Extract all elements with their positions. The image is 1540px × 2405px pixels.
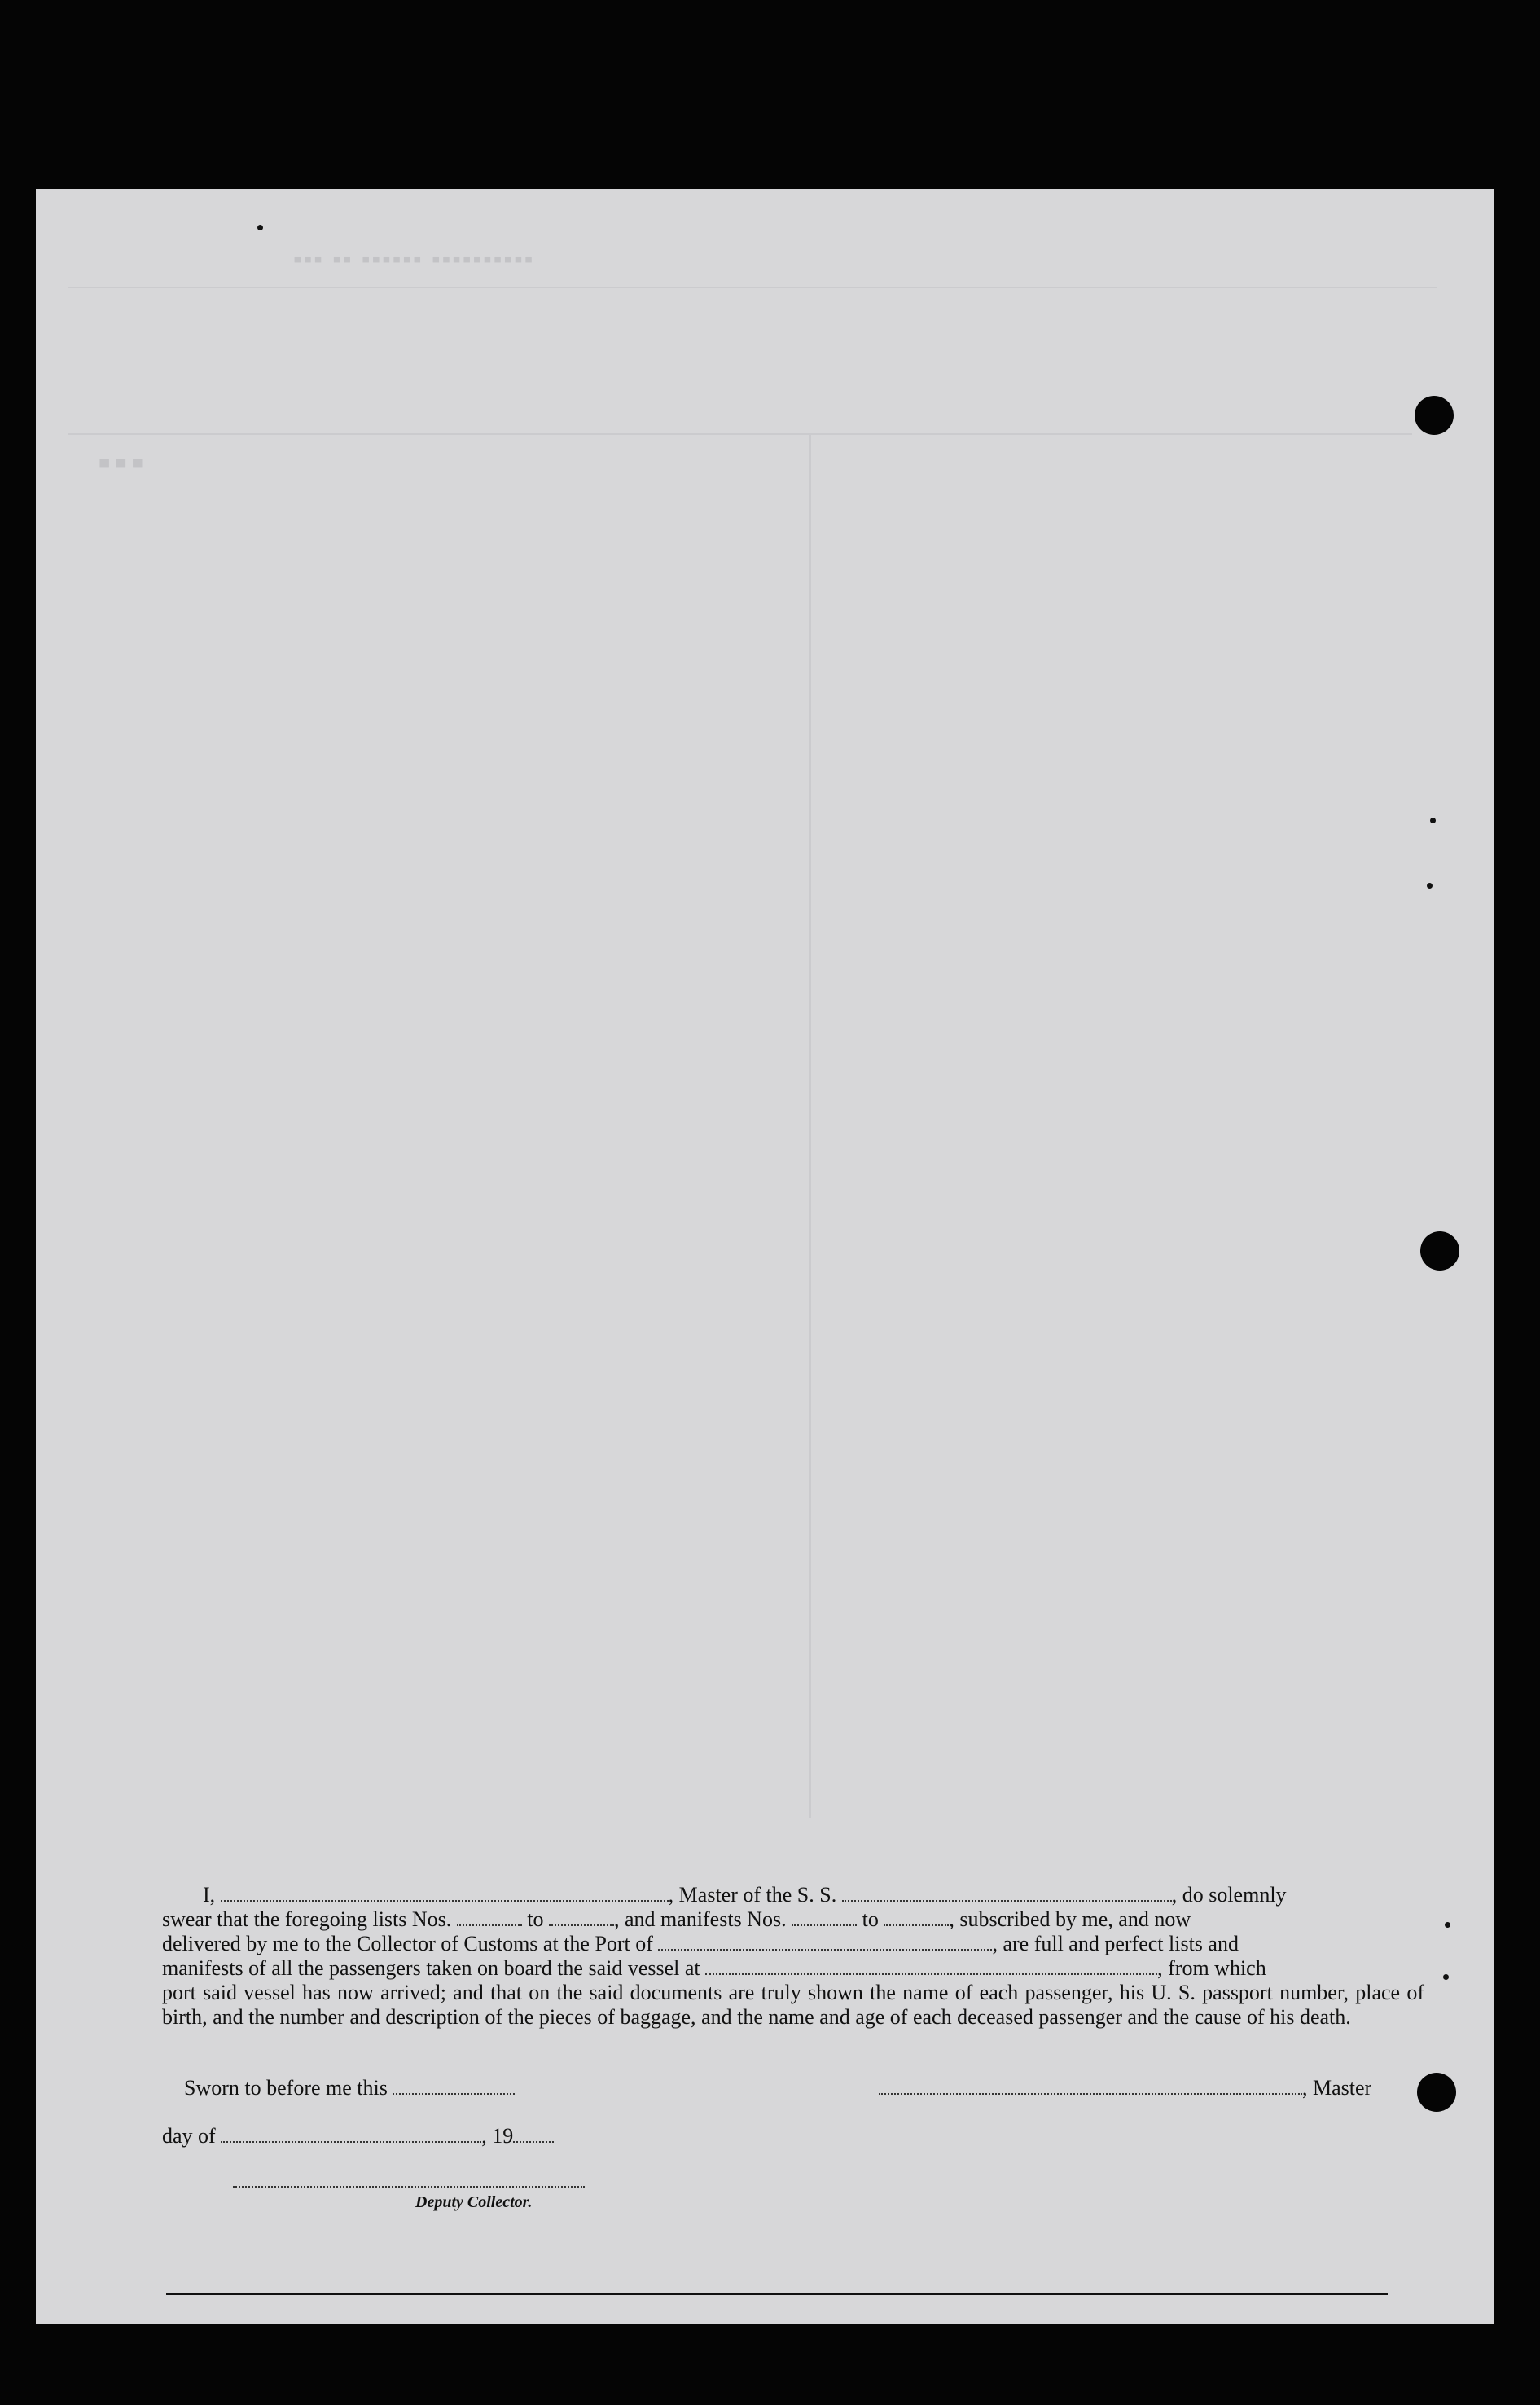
month-field[interactable] — [221, 2126, 481, 2143]
punch-hole — [1420, 1231, 1459, 1271]
document-sheet — [36, 189, 1494, 2324]
bleed-through-line — [68, 287, 1437, 288]
bleed-through-column — [809, 433, 811, 1818]
departure-port-field[interactable] — [705, 1959, 1157, 1975]
vessel-name-field[interactable] — [842, 1885, 1172, 1902]
manifests-to-field[interactable] — [884, 1910, 949, 1926]
speck — [257, 225, 263, 230]
master-signature-field[interactable] — [879, 2078, 1302, 2095]
speck — [1445, 1922, 1450, 1928]
sworn-day-field[interactable] — [393, 2078, 515, 2095]
bleed-through-heading: ▪▪▪ ▪▪ ▪▪▪▪▪▪ ▪▪▪▪▪▪▪▪▪▪ — [293, 246, 535, 273]
master-oath-paragraph: I, , Master of the S. S. , do solemnly swear that the foregoing lists Nos. to , and manifests Nos. to , subscribed by me, and now delivered by me to the Collector of Customs at the Port of , are full and perfect lists and manifests of all the passengers taken on board the said vessel at , from which port said vessel has now arrived; and that on the said documents are truly shown the name of each passenger, his U. S. passport number, place of birth, and the number and description of the pieces of baggage, and the name and age of each deceased passenger and the cause of his death. — [162, 1883, 1424, 2029]
speck — [1430, 818, 1436, 823]
manifests-from-field[interactable] — [792, 1910, 857, 1926]
day-of-row: day of , 19 — [162, 2124, 554, 2148]
bleed-through-line — [68, 433, 1412, 435]
port-field[interactable] — [658, 1934, 992, 1951]
deputy-collector-label: Deputy Collector. — [415, 2193, 533, 2211]
year-field[interactable] — [513, 2126, 554, 2143]
master-name-field[interactable] — [221, 1885, 669, 1902]
lists-to-field[interactable] — [549, 1910, 614, 1926]
master-signature-row: , Master — [879, 2076, 1371, 2100]
speck — [1443, 1974, 1449, 1980]
punch-hole — [1417, 2073, 1456, 2112]
deputy-collector-signature-field[interactable] — [233, 2186, 585, 2188]
lists-from-field[interactable] — [457, 1910, 522, 1926]
speck — [1427, 883, 1433, 889]
bottom-rule — [166, 2293, 1388, 2295]
punch-hole — [1415, 396, 1454, 435]
bleed-through-number: ▪▪▪ — [98, 441, 147, 483]
sworn-row: Sworn to before me this — [184, 2076, 515, 2100]
